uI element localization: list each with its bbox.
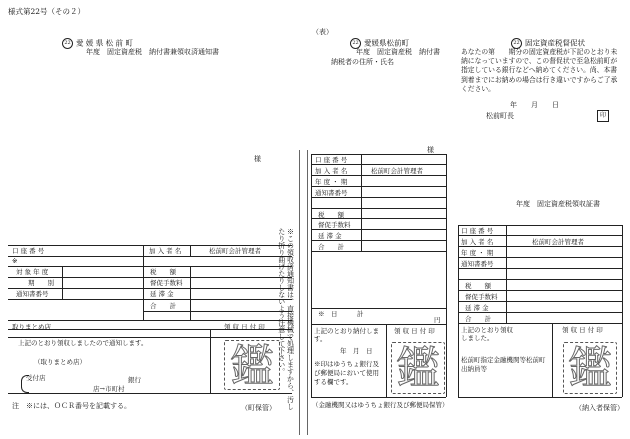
reminder-message: あなたの第 期分の固定資産税が下記のとおり未納になっていますので、この督促状で至急松前町が指定している銀行などへ納めてください。尚、本書到着までにお納めの場合は行き違いですからご了承ください。: [461, 48, 618, 93]
ocr-footnote: 注 ※には、ＯＣＲ番号を記載する。: [12, 402, 131, 410]
right-receipt-text: 上記のとおり領収しました。: [461, 326, 513, 343]
middle-row-label: 延 滞 金: [318, 232, 342, 240]
left-sama: 様: [254, 155, 261, 163]
stamp-glyph-icon: 鑑: [396, 343, 440, 394]
left-row-label: 通知書番号: [16, 290, 49, 298]
form-number: 様式第22号（その２）: [8, 7, 86, 16]
left-row-label: 期 別: [28, 279, 54, 287]
right-row-label: 税 額: [465, 282, 491, 290]
uketsuke-label: 受付店: [26, 374, 46, 382]
left-row-label: 対 象 年 度: [16, 268, 49, 276]
middle-row-label: 口 座 番 号: [315, 156, 348, 164]
circled-number-icon: 22: [511, 38, 522, 49]
middle-subscriber-value: 松前町会計管理者: [371, 167, 423, 175]
middle-row-label: 加 入 者 名: [315, 167, 348, 175]
left-account-number-label: 口 座 番 号: [12, 247, 45, 255]
left-row-right-label: 合 計: [150, 302, 176, 310]
middle-row-label: 督促手数料: [318, 221, 351, 229]
torimatome-paren: （取りまとめ店）: [34, 358, 86, 366]
bank-label: 銀行: [128, 376, 141, 384]
right-date-stamp-area: [563, 342, 617, 394]
left-notice-text: 上記のとおり領収しましたので通知します。: [18, 339, 148, 347]
middle-row-label: 通知書番号: [315, 189, 348, 197]
middle-row-label: 合 計: [318, 243, 344, 251]
right-row-label: 口 座 番 号: [461, 227, 494, 235]
post-office-note: ※印はゆうちょ銀行及び郵便局において使用する欄です。: [314, 360, 379, 386]
right-subscriber-value: 松前町会計管理者: [532, 238, 584, 246]
middle-date-stamp-label: 領 収 日 付 印: [394, 327, 435, 335]
left-subscriber-value: 松前町会計管理者: [209, 247, 261, 255]
middle-keep-label: （金融機関又はゆうちょ銀行及び郵便局保管）: [312, 401, 449, 409]
yen-unit: 円: [434, 316, 441, 324]
left-issuer: 22 愛 媛 県 松 前 町: [62, 38, 133, 49]
middle-date-stamp-area: [391, 342, 445, 394]
mayor-seal-icon: 印: [597, 110, 609, 122]
right-row-label: 年 度 ・ 期: [461, 249, 494, 257]
middle-sama: 様: [427, 146, 434, 154]
stamp-glyph-icon: 鑑: [230, 341, 274, 392]
middle-issuer: 22 愛媛県松前町: [350, 38, 409, 49]
middle-row-label: 税 額: [318, 211, 344, 219]
left-keep-label: （町保管）: [241, 404, 276, 412]
machine-processing-note: ※この領収済通知書は、直接機械で処理しますから、汚したり折り曲げたりしないよう注意して下さい。: [277, 228, 295, 410]
right-date-stamp-label: 領 収 日 付 印: [562, 326, 603, 334]
reminder-title: 22 固定資産税督促状: [511, 38, 585, 49]
circled-number-icon: 22: [350, 38, 361, 49]
left-row-right-label: 延 滞 金: [150, 290, 174, 298]
circled-number-icon: 22: [62, 38, 73, 49]
right-row-label: 督促手数料: [465, 293, 498, 301]
right-row-label: 延 滞 金: [465, 304, 489, 312]
left-date-stamp-label: 領 収 日 付 印: [224, 323, 265, 331]
front-label: （表）: [312, 28, 333, 36]
branch-to-municipality: 店→市町村: [93, 385, 125, 393]
middle-title-line: 年度 固定資産税 納付書: [356, 48, 440, 56]
left-date-stamp-area: [224, 340, 280, 390]
left-ocr-mark: ※: [12, 257, 18, 265]
middle-row-label: 年 度 ・ 期: [315, 178, 348, 186]
right-row-label: 合 計: [465, 315, 491, 323]
stamp-glyph-icon: 鑑: [568, 343, 612, 394]
torimatome-label: 取りまとめ店: [12, 323, 51, 331]
payer-address-name: 納税者の住所・氏名: [331, 58, 394, 66]
mayor-name: 松前町長: [486, 112, 514, 120]
left-row-right-label: 税 額: [150, 268, 176, 276]
right-row-label: 加 入 者 名: [461, 238, 494, 246]
right-keep-label: （納入者保管）: [575, 404, 624, 412]
reminder-date: 年 月 日: [510, 101, 559, 109]
right-row-label: 通知書番号: [461, 260, 494, 268]
middle-date: 年 月 日: [340, 347, 373, 355]
middle-receipt-text: 上記のとおり納付します。: [314, 327, 379, 344]
left-title-line: 年度 固定資産税 納付書兼領収済通知書: [86, 48, 219, 56]
left-row-right-label: 督促手数料: [150, 279, 183, 287]
designated-bank-note: 松前町指定金融機関等松前町出納員等: [461, 356, 546, 374]
daily-total-label: ※ 日 計: [318, 310, 364, 318]
receipt-certificate-title: 年度 固定資産税領収証書: [516, 200, 600, 208]
left-subscriber-label: 加 入 者 名: [149, 247, 182, 255]
